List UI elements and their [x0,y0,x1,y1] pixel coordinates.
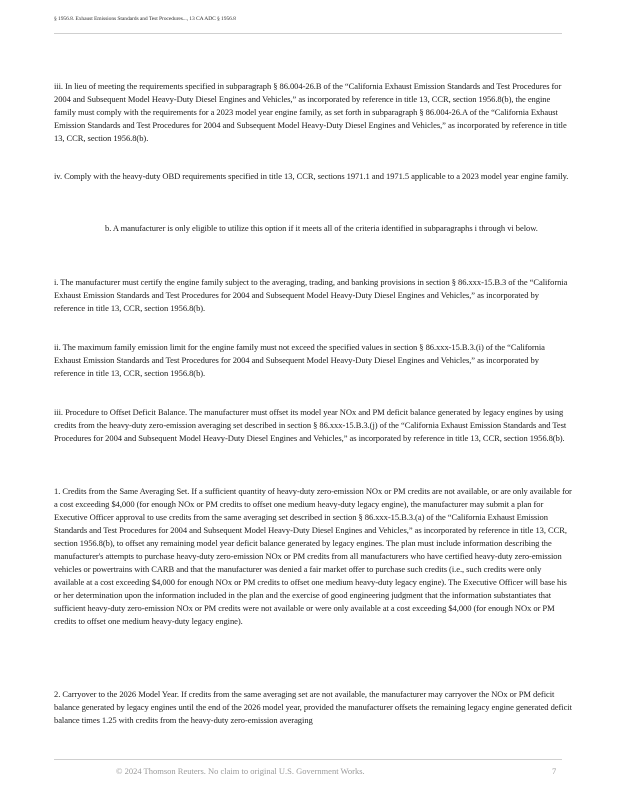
page-number: 7 [552,766,557,776]
paragraph-iii-in-lieu: iii. In lieu of meeting the requirements specified in subparagraph § 86.004-26.B of the “California Exhaust Emission Standards and Test Procedures for 2004 and Subsequent Model Heavy-Duty Diesel Engines and Vehicles,” as incorporated by reference in title 13, CCR, section 1956.8(b), the engine family must comply with the requirements for a 2023 model year engine family, as set forth in subparagraph § 86.004-26.A of the “California Exhaust Emission Standards and Test Procedures for 2004 and Subsequent Model Heavy-Duty Diesel Engines and Vehicles,” as incorporated by reference in title 13, CCR, section 1956.8(b). [54,81,567,143]
paragraph-iv-obd: iv. Comply with the heavy-duty OBD requirements specified in title 13, CCR, sections 1971.1 and 1971.5 applicable to a 2023 model year engine family. [54,171,569,181]
header-divider [54,33,562,34]
footer-divider [54,759,562,760]
paragraph-1-credits-same-set: 1. Credits from the Same Averaging Set. If a sufficient quantity of heavy-duty zero-emission NOx or PM credits are not available, or are only available for a cost exceeding $4,000 (for enough NOx or PM credits to offset one medium heavy-duty legacy engine), the manufacturer may submit a plan for Executive Officer approval to use credits from the same averaging set described in section § 86.xxx-15.B.3.(a) of the “California Exhaust Emission Standards and Test Procedures for 2004 and Subsequent Model Heavy-Duty Diesel Engines and Vehicles,” as incorporated by reference in title 13, CCR, section 1956.8(b), to offset any remaining model year deficit balance generated by legacy engines. The plan must include information describing the manufacturer's attempts to purchase heavy-duty zero-emission NOx or PM credits from all manufacturers who have certified heavy-duty zero-emission vehicles or powertrains with CARB and that the manufacturer was denied a fair market offer to purchase such credits (i.e., such credits were only available at a cost exceeding $4,000 for enough NOx or PM credits to offset one medium heavy-duty legacy engine). The Executive Officer will base his or her determination upon the information included in the plan and the exercise of good engineering judgment that the information substantiates that sufficient heavy-duty zero-emission NOx or PM credits were not available or were only available at a cost exceeding $4,000 (for enough NOx or PM credits to offset one medium heavy-duty legacy engine). [54,486,572,626]
running-header: § 1956.8. Exhaust Emissions Standards and Test Procedures..., 13 CA ADC § 1956.8 [54,16,236,22]
paragraph-ii-max-fel: ii. The maximum family emission limit for the engine family must not exceed the specified values in section § 86.xxx-15.B.3.(i) of the “California Exhaust Emission Standards and Test Procedures for 2004 and Subsequent Model Heavy-Duty Diesel Engines and Vehicles,” as incorporated by reference in title 13, CCR, section 1956.8(b). [54,342,545,378]
paragraph-iii-offset-deficit: iii. Procedure to Offset Deficit Balance. The manufacturer must offset its model year NOx and PM deficit balance generated by legacy engines by using credits from the heavy-duty zero-emission averaging set described in section § 86.xxx-15.B.3.(j) of the “California Exhaust Emission Standards and Test Procedures for 2004 and Subsequent Model Heavy-Duty Diesel Engines and Vehicles,” as incorporated by reference in title 13, CCR, section 1956.8(b). [54,407,567,443]
paragraph-i-certify: i. The manufacturer must certify the engine family subject to the averaging, trading, and banking provisions in section § 86.xxx-15.B.3 of the “California Exhaust Emission Standards and Test Procedures for 2004 and Subsequent Model Heavy-Duty Diesel Engines and Vehicles,” as incorporated by reference in title 13, CCR, section 1956.8(b). [54,277,568,313]
footer-copyright: © 2024 Thomson Reuters. No claim to original U.S. Government Works. [116,766,365,776]
paragraph-2-carryover: 2. Carryover to the 2026 Model Year. If credits from the same averaging set are not available, the manufacturer may carryover the NOx or PM deficit balance generated by legacy engines until the end of the 2026 model year, provided the manufacturer offsets the remaining legacy engine generated deficit balance times 1.25 with credits from the heavy-duty zero-emission averaging [54,689,572,725]
paragraph-b-eligibility: b. A manufacturer is only eligible to utilize this option if it meets all of the criteria identified in subparagraphs i through vi below. [105,223,538,233]
